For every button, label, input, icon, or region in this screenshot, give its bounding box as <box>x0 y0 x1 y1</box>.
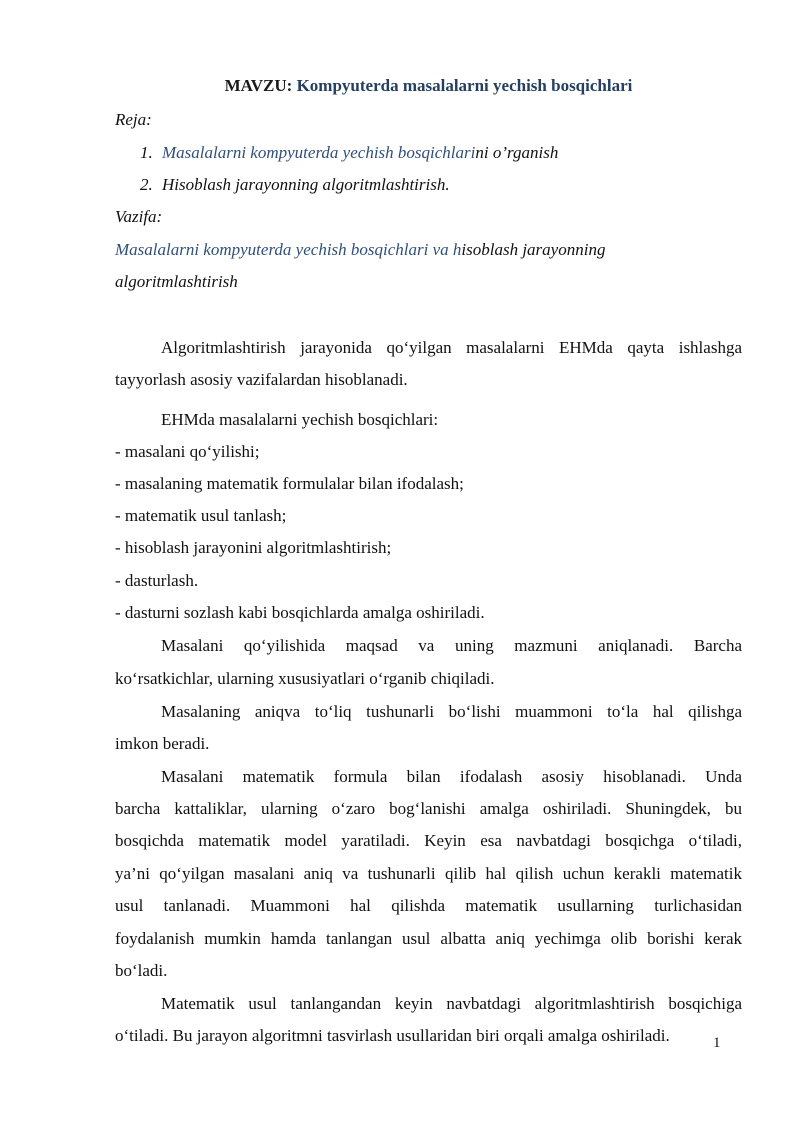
task-line-2: algoritmlashtirish <box>115 272 238 291</box>
paragraph-line: bosqichda matematik model yaratiladi. Keyin esa navbatdagi bosqichga o‘tiladi, <box>115 831 742 850</box>
task-line-1 <box>115 240 605 260</box>
plan-item-2 <box>140 175 450 195</box>
task-text: isoblash jarayonning <box>461 240 606 259</box>
paragraph-line: Masalani qo‘yilishida maqsad va uning mazmuni aniqlanadi. Barcha <box>161 636 742 655</box>
paragraph-line: foydalanish mumkin hamda tanlangan usul albatta aniq yechimga olib borishi kerak <box>115 929 742 948</box>
title-prefix: MAVZU: <box>224 76 297 95</box>
step-item: - dasturni sozlash kabi bosqichlarda amalga oshiriladi. <box>115 603 485 622</box>
steps-intro: EHMda masalalarni yechish bosqichlari: <box>161 410 439 429</box>
paragraph-line: barcha kattaliklar, ularning o‘zaro bog‘lanishi amalga oshiriladi. Shuningdek, bu <box>115 799 742 818</box>
page-number: 1 <box>713 1035 721 1051</box>
step-item: - matematik usul tanlash; <box>115 506 287 525</box>
paragraph-line: tayyorlash asosiy vazifalardan hisoblanadi. <box>115 370 408 389</box>
plan-item-number: 1. <box>140 143 153 162</box>
step-item: - masalani qo‘yilishi; <box>115 442 260 461</box>
title-topic: Kompyuterda masalalarni yechish bosqichlari <box>296 76 633 95</box>
paragraph-line: o‘tiladi. Bu jarayon algoritmni tasvirlash usullaridan biri orqali amalga oshiriladi. <box>115 1026 670 1045</box>
step-item: - hisoblash jarayonini algoritmlashtirish; <box>115 538 392 557</box>
paragraph-line: ko‘rsatkichlar, ularning xususiyatlari o‘rganib chiqiladi. <box>115 669 495 688</box>
task-link-text: Masalalarni kompyuterda yechish bosqichlari va h <box>115 240 462 259</box>
step-item: - masalaning matematik formulalar bilan ifodalash; <box>115 474 464 493</box>
paragraph-line: ya’ni qo‘yilgan masalani aniq va tushunarli qilib hal qilish uchun kerakli matematik <box>115 864 742 883</box>
plan-item-text: Hisoblash jarayonning algoritmlashtirish. <box>162 175 450 194</box>
plan-item-link-text: Masalalarni kompyuterda yechish bosqichlari <box>162 143 476 162</box>
paragraph-line: usul tanlanadi. Muammoni hal qilishda matematik usullarning turlichasidan <box>115 896 742 915</box>
plan-label: Reja: <box>115 110 152 129</box>
paragraph-line: Masalaning aniqva to‘liq tushunarli bo‘lishi muammoni to‘la hal qilishga <box>161 702 742 721</box>
paragraph-line: bo‘ladi. <box>115 961 168 980</box>
page-title <box>115 76 742 96</box>
plan-item-text: ni o’rganish <box>475 143 559 162</box>
step-item: - dasturlash. <box>115 571 199 590</box>
task-label: Vazifa: <box>115 207 163 226</box>
paragraph-line: imkon beradi. <box>115 734 210 753</box>
paragraph-line: Masalani matematik formula bilan ifodalash asosiy hisoblanadi. Unda <box>161 767 742 786</box>
paragraph-line: Algoritmlashtirish jarayonida qo‘yilgan masalalarni EHMda qayta ishlashga <box>161 338 742 357</box>
paragraph-line: Matematik usul tanlangandan keyin navbatdagi algoritmlashtirish bosqichiga <box>161 994 742 1013</box>
plan-item-number: 2. <box>140 175 153 194</box>
plan-item-1 <box>140 143 558 163</box>
